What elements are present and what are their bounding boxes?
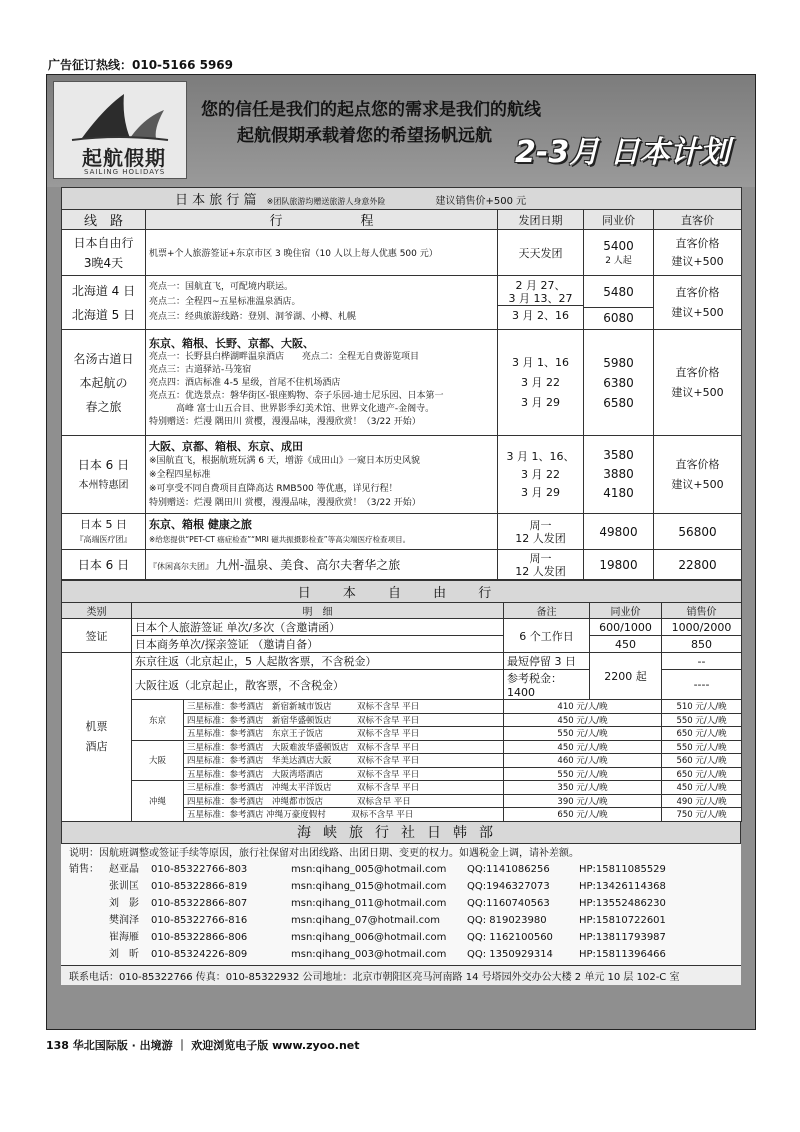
special-gift: 特别赠送：烂漫 隅田川 赏樱，漫漫品味，漫漫欣赏！（3/22 开始） <box>149 417 421 427</box>
visa-label: 签证 <box>62 619 132 653</box>
sales-name: 赵亚晶 <box>109 864 139 875</box>
sales-tel: 010-85322866-807 <box>151 898 248 909</box>
agency-notes <box>61 844 741 966</box>
highlight-3: 亮点三：古道驿站-马笼宿 <box>149 365 252 375</box>
hotel-peer: 450 元/人/晚 <box>504 713 662 727</box>
itinerary-head: 东京、箱根 健康之旅 <box>149 518 252 531</box>
tour-row <box>62 276 742 330</box>
sales-row <box>69 861 733 878</box>
ad-frame <box>46 74 756 1030</box>
sales-hp: HP:15811085529 <box>579 864 666 875</box>
depart-date: 周一 <box>529 518 552 532</box>
sales-label <box>69 929 109 946</box>
depart-date-3: 3 月 2、16 <box>498 305 583 326</box>
contact-line: 联系电话：010-85322766 传真：010-85322932 公司地址：北京市朝阳区亮马河南路 14 号塔园外交办公大楼 2 单元 10 层 102-C 室 <box>61 965 741 985</box>
sales-msn[interactable]: msn:qihang_005@hotmail.com <box>291 864 447 875</box>
route-name: 名汤古道日 <box>73 351 134 366</box>
col-peer: 同业价 <box>584 210 654 230</box>
sales-hp: HP:15811396466 <box>579 949 666 960</box>
sales-label: 销售： <box>69 864 99 875</box>
route-name-2: 本起航の <box>79 375 128 390</box>
itinerary-head: 大阪、京都、箱根、东京、成田 <box>149 440 303 453</box>
route-name-3: 春之旅 <box>85 399 122 414</box>
ticket-sale: -- <box>662 653 742 670</box>
sales-row <box>69 929 733 946</box>
route-days: 3晚4天 <box>83 255 124 270</box>
tour-row <box>62 330 742 436</box>
sales-name: 刘 昕 <box>109 949 139 960</box>
peer-price: 5400 <box>603 239 634 253</box>
hotel-detail: 四星标准：参考酒店 华美达酒店大阪 双标不含早 平日 <box>184 754 504 768</box>
highlight-1: 亮点一：国航直飞，可配境内联运。 <box>149 282 294 292</box>
tour-row <box>62 230 742 276</box>
direct-note: 建议+500 <box>671 305 724 319</box>
ticket-detail: 东京往返（北京起止，5 人起散客票，不含税金） <box>132 653 504 670</box>
highlight-5-cont: 高峰 富士山五合目、世界影季幻美术馆、世界文化遗产-金阁寺。 <box>149 404 435 414</box>
peer-price-2: 6080 <box>584 307 653 328</box>
visa-remark: 6 个工作日 <box>504 619 590 653</box>
sales-qq: QQ:1141086256 <box>467 864 550 875</box>
route-name: 日本自由行 <box>73 235 134 250</box>
sail-logo-icon <box>64 88 174 144</box>
hotel-sale: 560 元/人/晚 <box>662 754 742 768</box>
depart-date-2: 3 月 22 <box>521 375 560 389</box>
sales-qq: QQ:1946327073 <box>467 881 550 892</box>
itinerary-line-3: ※可享受不同自费项目直降高达 RMB500 等优惠，详见行程！ <box>149 484 398 494</box>
sales-list <box>69 861 733 963</box>
sales-msn[interactable]: msn:qihang_011@hotmail.com <box>291 898 447 909</box>
sales-tel: 010-85322866-806 <box>151 932 248 943</box>
sales-msn[interactable]: msn:qihang_07@hotmail.com <box>291 915 440 926</box>
ticket-label: 机票 <box>85 719 108 733</box>
depart-date: 3 月 1、16 <box>512 355 569 369</box>
agency-section <box>61 822 741 986</box>
direct-price: 直客价格 <box>675 285 720 299</box>
highlight-4: 亮点四：酒店标准 4-5 星级，首尾不住机场酒店 <box>149 378 341 388</box>
sales-row <box>69 895 733 912</box>
col-direct: 直客价 <box>654 210 742 230</box>
depart-date-2: 12 人发团 <box>515 531 566 545</box>
peer-price: 5980 <box>603 355 634 370</box>
logo-text: 起航假期 <box>82 146 166 170</box>
agency-note: 说明：因航班调整或签证手续等原因，旅行社保留对出团线路、出团日期、变更的权力。如遇税金上调，请补差额。 <box>69 847 579 859</box>
col-itinerary: 行 程 <box>146 210 498 230</box>
hotel-sale: 490 元/人/晚 <box>662 794 742 808</box>
col-detail: 明 细 <box>132 603 504 619</box>
depart-date-2: 12 人发团 <box>515 564 566 578</box>
route-name: 日本 5 日 <box>80 517 127 531</box>
hotel-city: 东京 <box>132 700 184 741</box>
col-sale: 销售价 <box>662 603 742 619</box>
depart-date-2: 3 月 22 <box>521 467 560 481</box>
visa-detail: 日本商务单次/探亲签证 （邀请自备） <box>132 636 504 653</box>
itinerary-text: 机票+个人旅游签证+东京市区 3 晚住宿（10 人以上每人优惠 500 元） <box>149 249 438 259</box>
peer-price-2: 6380 <box>603 375 634 390</box>
hotel-detail: 五星标准：参考酒店 冲绳万豪度假村 双标不含早 平日 <box>184 808 504 822</box>
slogan-line-1: 您的信任是我们的起点您的需求是我们的航线 <box>201 100 541 120</box>
direct-price: 直客价格 <box>675 365 720 379</box>
direct-price: 直客价格 <box>675 457 720 471</box>
sales-tel: 010-85322866-819 <box>151 881 248 892</box>
hotel-peer: 550 元/人/晚 <box>504 727 662 741</box>
ad-hotline: 广告征订热线：010-5166 5969 <box>48 58 234 72</box>
ticket-peer: 2200 起 <box>590 653 662 700</box>
sales-msn[interactable]: msn:qihang_006@hotmail.com <box>291 932 447 943</box>
depart-date: 天天发团 <box>498 230 584 276</box>
hotel-city: 冲绳 <box>132 781 184 822</box>
sales-msn[interactable]: msn:qihang_015@hotmail.com <box>291 881 447 892</box>
sales-label <box>69 878 109 895</box>
hotel-sale: 550 元/人/晚 <box>662 740 742 754</box>
hotel-peer: 410 元/人/晚 <box>504 700 662 714</box>
route-name: 北海道 4 日 <box>71 283 136 298</box>
peer-price-3: 4180 <box>603 486 634 500</box>
hotel-sale: 450 元/人/晚 <box>662 781 742 795</box>
highlight-2: 亮点二：全程四~五星标准温泉酒店。 <box>149 297 301 307</box>
travel-title: 日 本 旅 行 篇 <box>175 193 257 208</box>
peer-note: 2 人起 <box>605 256 632 266</box>
sales-label <box>69 912 109 929</box>
agency-title: 海峡旅行社日韩部 <box>61 822 741 844</box>
highlight-1: 亮点一：长野县白桦湖畔温泉酒店 亮点二：全程无自费游览项目 <box>149 352 420 362</box>
logo-subtext: SAILING HOLIDAYS <box>84 168 166 176</box>
hotel-detail: 五星标准：参考酒店 大阪湾塔酒店 双标不含早 平日 <box>184 767 504 781</box>
travel-section <box>61 187 741 985</box>
direct-price: 直客价格 <box>675 236 720 250</box>
sales-hp: HP:13811793987 <box>579 932 666 943</box>
travel-note: ※团队旅游均赠送旅游人身意外险 <box>266 197 386 206</box>
hotel-peer: 350 元/人/晚 <box>504 781 662 795</box>
peer-price-2: 3880 <box>603 467 634 481</box>
depart-date: 3 月 1、16、 <box>506 449 575 463</box>
peer-price: 49800 <box>584 514 654 550</box>
hotel-city: 大阪 <box>132 740 184 781</box>
highlight-3: 亮点三：经典旅游线路：登别、洞爷湖、小樽、札幌 <box>149 312 357 322</box>
visa-sale: 1000/2000 <box>662 619 742 636</box>
peer-price: 5480 <box>603 285 634 299</box>
sales-qq: QQ:1160740563 <box>467 898 550 909</box>
hotel-sale: 550 元/人/晚 <box>662 713 742 727</box>
visa-sale: 850 <box>662 636 742 653</box>
peer-price: 19800 <box>584 550 654 580</box>
direct-note: 建议+500 <box>671 254 724 268</box>
direct-price: 22800 <box>654 550 742 580</box>
sales-tel: 010-85322766-816 <box>151 915 248 926</box>
route-tag: 『高端医疗团』 <box>75 534 132 544</box>
ticket-detail: 大阪往返（北京起止，散客票，不含税金） <box>132 670 504 700</box>
direct-price: 56800 <box>654 514 742 550</box>
tour-row <box>62 550 742 580</box>
hotel-sale: 750 元/人/晚 <box>662 808 742 822</box>
peer-price-3: 6580 <box>603 395 634 410</box>
hotel-detail: 四星标准：参考酒店 新宿华盛顿饭店 双标不含早 平日 <box>184 713 504 727</box>
ticket-sale: ---- <box>662 670 742 700</box>
tour-row <box>62 514 742 550</box>
hotel-sale: 650 元/人/晚 <box>662 767 742 781</box>
sales-qq: QQ: 1162100560 <box>467 932 553 943</box>
hotel-label: 酒店 <box>85 739 108 753</box>
free-table <box>61 580 742 822</box>
route-name: 日本 6 日 <box>77 457 130 472</box>
hotel-peer: 450 元/人/晚 <box>504 740 662 754</box>
itinerary-head: 九州-温泉、美食、高尔夫奢华之旅 <box>215 558 401 572</box>
highlight-5: 亮点五：优选景点：磐华街区-银座购物、奈子乐园-迪士尼乐园、日本第一 <box>149 391 444 401</box>
direct-note: 建议+500 <box>671 385 724 399</box>
depart-date-3: 3 月 29 <box>521 395 560 409</box>
travel-table <box>61 187 742 580</box>
direct-note: 建议+500 <box>671 477 724 491</box>
route-name-2: 本州特惠团 <box>78 479 129 491</box>
hotel-detail: 四星标准：参考酒店 冲绳都市饭店 双标含早 平日 <box>184 794 504 808</box>
sales-name: 刘 影 <box>109 898 139 909</box>
sales-label <box>69 946 109 963</box>
sales-label <box>69 895 109 912</box>
itinerary-line-2: ※全程四星标准 <box>149 470 211 480</box>
visa-peer: 600/1000 <box>590 619 662 636</box>
route-tag: 『休闲高尔夫团』 <box>149 562 213 571</box>
hotel-peer: 650 元/人/晚 <box>504 808 662 822</box>
col-peer: 同业价 <box>590 603 662 619</box>
depart-date: 2 月 27、 <box>515 279 566 292</box>
col-remark: 备注 <box>504 603 590 619</box>
sales-tel: 010-85324226-809 <box>151 949 248 960</box>
plan-title: 2-3月 日本计划 <box>515 135 730 170</box>
hotel-peer: 460 元/人/晚 <box>504 754 662 768</box>
travel-suggest: 建议销售价+500 元 <box>435 196 527 207</box>
visa-detail: 日本个人旅游签证 单次/多次（含邀请函） <box>132 619 504 636</box>
hotel-peer: 390 元/人/晚 <box>504 794 662 808</box>
sales-row <box>69 946 733 963</box>
hotel-detail: 三星标准：参考酒店 冲绳太平洋饭店 双标不含早 平日 <box>184 781 504 795</box>
sales-tel: 010-85322766-803 <box>151 864 248 875</box>
sales-msn[interactable]: msn:qihang_003@hotmail.com <box>291 949 447 960</box>
sales-hp: HP:13552486230 <box>579 898 666 909</box>
tour-row <box>62 436 742 514</box>
slogan-line-2: 起航假期承载着您的希望扬帆远航 <box>237 126 492 146</box>
ad-header <box>47 75 755 187</box>
peer-price: 3580 <box>603 448 634 462</box>
logo <box>53 81 187 179</box>
col-route: 线 路 <box>62 210 146 230</box>
depart-date-2: 3 月 13、27 <box>508 292 573 305</box>
sales-hp: HP:15810722601 <box>579 915 666 926</box>
depart-date: 周一 <box>529 551 552 565</box>
sales-qq: QQ: 1350929314 <box>467 949 553 960</box>
special-gift: 特别赠送：烂漫 隅田川 赏樱，漫漫品味，漫漫欣赏！（3/22 开始） <box>149 498 421 508</box>
page-footer: 138 华北国际版 · 出境游 ｜ 欢迎浏览电子版 www.zyoo.net <box>46 1039 360 1052</box>
ticket-remark: 最短停留 3 日 <box>504 653 590 670</box>
sales-row <box>69 878 733 895</box>
hotel-detail: 五星标准：参考酒店 东京王子饭店 双标不含早 平日 <box>184 727 504 741</box>
visa-peer: 450 <box>590 636 662 653</box>
itinerary-line-1: ※国航直飞，根据航班玩满 6 天，增游《成田山》一窥日本历史风貌 <box>149 456 420 466</box>
sales-name: 张训匡 <box>109 881 139 892</box>
ticket-remark: 参考税金：1400 <box>504 670 590 700</box>
hotel-detail: 三星标准：参考酒店 大阪难波华盛顿饭店 双标不含早 平日 <box>184 740 504 754</box>
sales-row <box>69 912 733 929</box>
itinerary-line-1: ※给您提供“PET-CT 癌症检查”“MRI 磁共振摄影检查”等高尖端医疗检查项目。 <box>149 535 411 544</box>
depart-date-3: 3 月 29 <box>521 485 560 499</box>
itinerary-head: 东京、箱根、长野、京都、大阪、 <box>149 337 314 350</box>
hotel-peer: 550 元/人/晚 <box>504 767 662 781</box>
sales-name: 樊润泽 <box>109 915 139 926</box>
col-type: 类别 <box>62 603 132 619</box>
sales-hp: HP:13426114368 <box>579 881 666 892</box>
sales-name: 崔海雁 <box>109 932 139 943</box>
hotel-detail: 三星标准：参考酒店 新宿新城市饭店 双标不含早 平日 <box>184 700 504 714</box>
route-name-2: 北海道 5 日 <box>71 307 136 322</box>
free-title: 日 本 自 由 行 <box>62 581 742 603</box>
hotel-sale: 510 元/人/晚 <box>662 700 742 714</box>
col-date: 发团日期 <box>498 210 584 230</box>
sales-qq: QQ: 819023980 <box>467 915 547 926</box>
hotel-sale: 650 元/人/晚 <box>662 727 742 741</box>
route-name: 日本 6 日 <box>62 550 146 580</box>
